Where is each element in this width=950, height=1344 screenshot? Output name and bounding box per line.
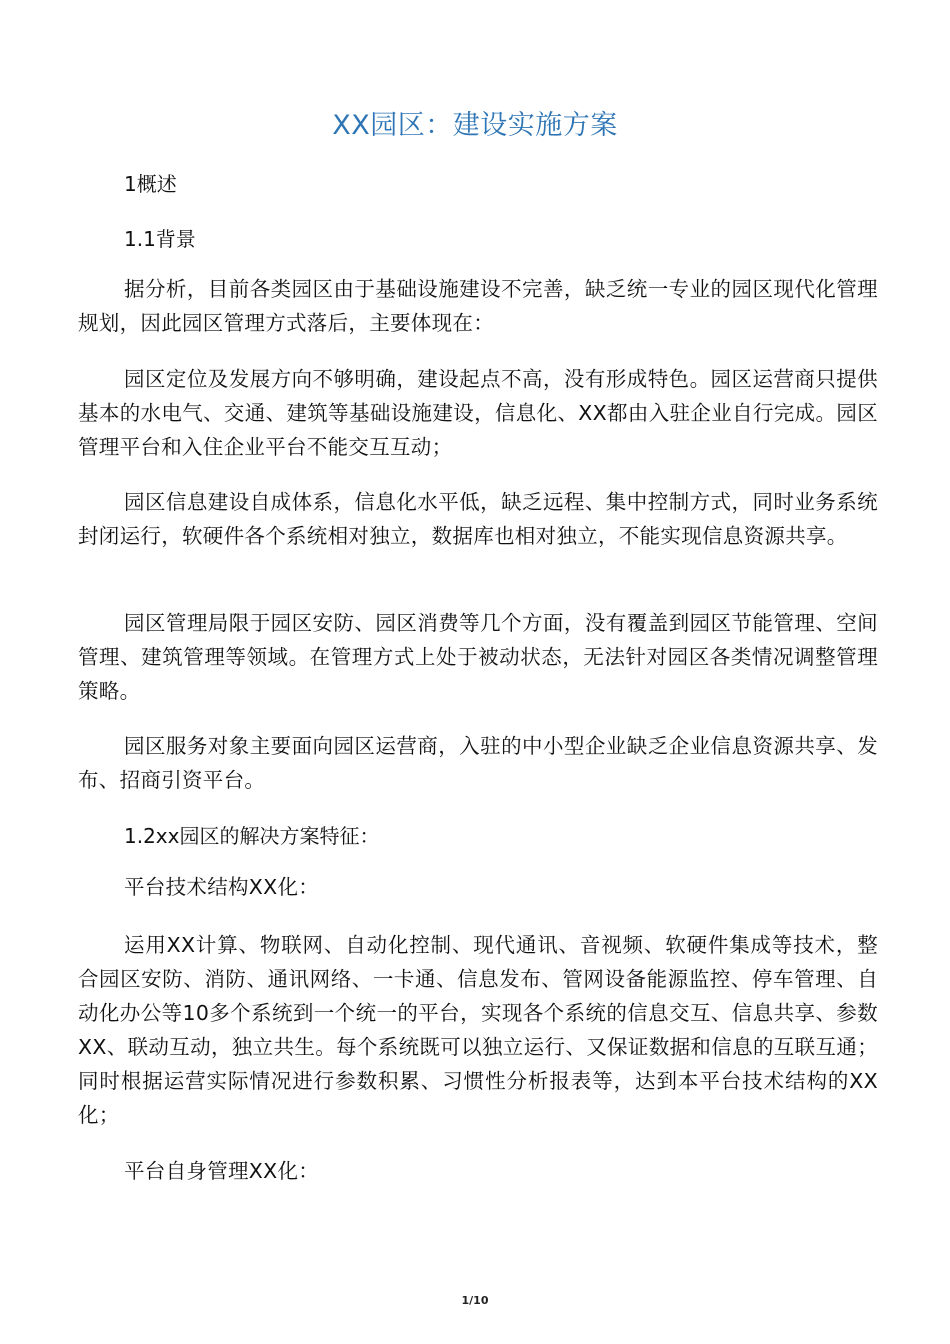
paragraph: 据分析，目前各类园区由于基础设施建设不完善，缺乏统一专业的园区现代化管理规划，因此园区管理方式落后，主要体现在： bbox=[78, 277, 878, 335]
paragraph: 园区管理局限于园区安防、园区消费等几个方面，没有覆盖到园区节能管理、空间管理、建筑管理等领域。在管理方式上处于被动状态，无法针对园区各类情况调整管理策略。 bbox=[78, 611, 878, 703]
paragraph: 运用XX计算、物联网、自动化控制、现代通讯、音视频、软硬件集成等技术，整合园区安防、消防、通讯网络、一卡通、信息发布、管网设备能源监控、停车管理、自动化办公等10多个系统到一个统一的平台，实现各个系统的信息交互、信息共享、参数XX、联动互动，独立共生。每个系统既可以独立运行、又保证数据和信息的互联互通；同时根据运营实际情况进行参数积累、习惯性分析报表等，达到本平台技术结构的XX化； bbox=[78, 933, 878, 1127]
paragraph: 园区服务对象主要面向园区运营商，入驻的中小型企业缺乏企业信息资源共享、发布、招商引资平台。 bbox=[78, 734, 878, 792]
paragraph: 园区定位及发展方向不够明确，建设起点不高，没有形成特色。园区运营商只提供基本的水电气、交通、建筑等基础设施建设，信息化、XX都由入驻企业自行完成。园区管理平台和入住企业平台不能交互互动； bbox=[78, 367, 878, 459]
section-heading-overview: 1概述 bbox=[124, 172, 177, 196]
paragraph: 园区信息建设自成体系，信息化水平低，缺乏远程、集中控制方式，同时业务系统封闭运行，软硬件各个系统相对独立，数据库也相对独立，不能实现信息资源共享。 bbox=[78, 490, 878, 548]
page-number: 1/10 bbox=[461, 1294, 489, 1307]
document-title: XX园区：建设实施方案 bbox=[332, 110, 618, 141]
section-heading-background: 1.1背景 bbox=[124, 227, 196, 251]
paragraph: 平台自身管理XX化： bbox=[124, 1159, 320, 1183]
paragraph: 平台技术结构XX化： bbox=[124, 875, 320, 899]
section-heading-solution-features: 1.2xx园区的解决方案特征： bbox=[124, 824, 380, 848]
